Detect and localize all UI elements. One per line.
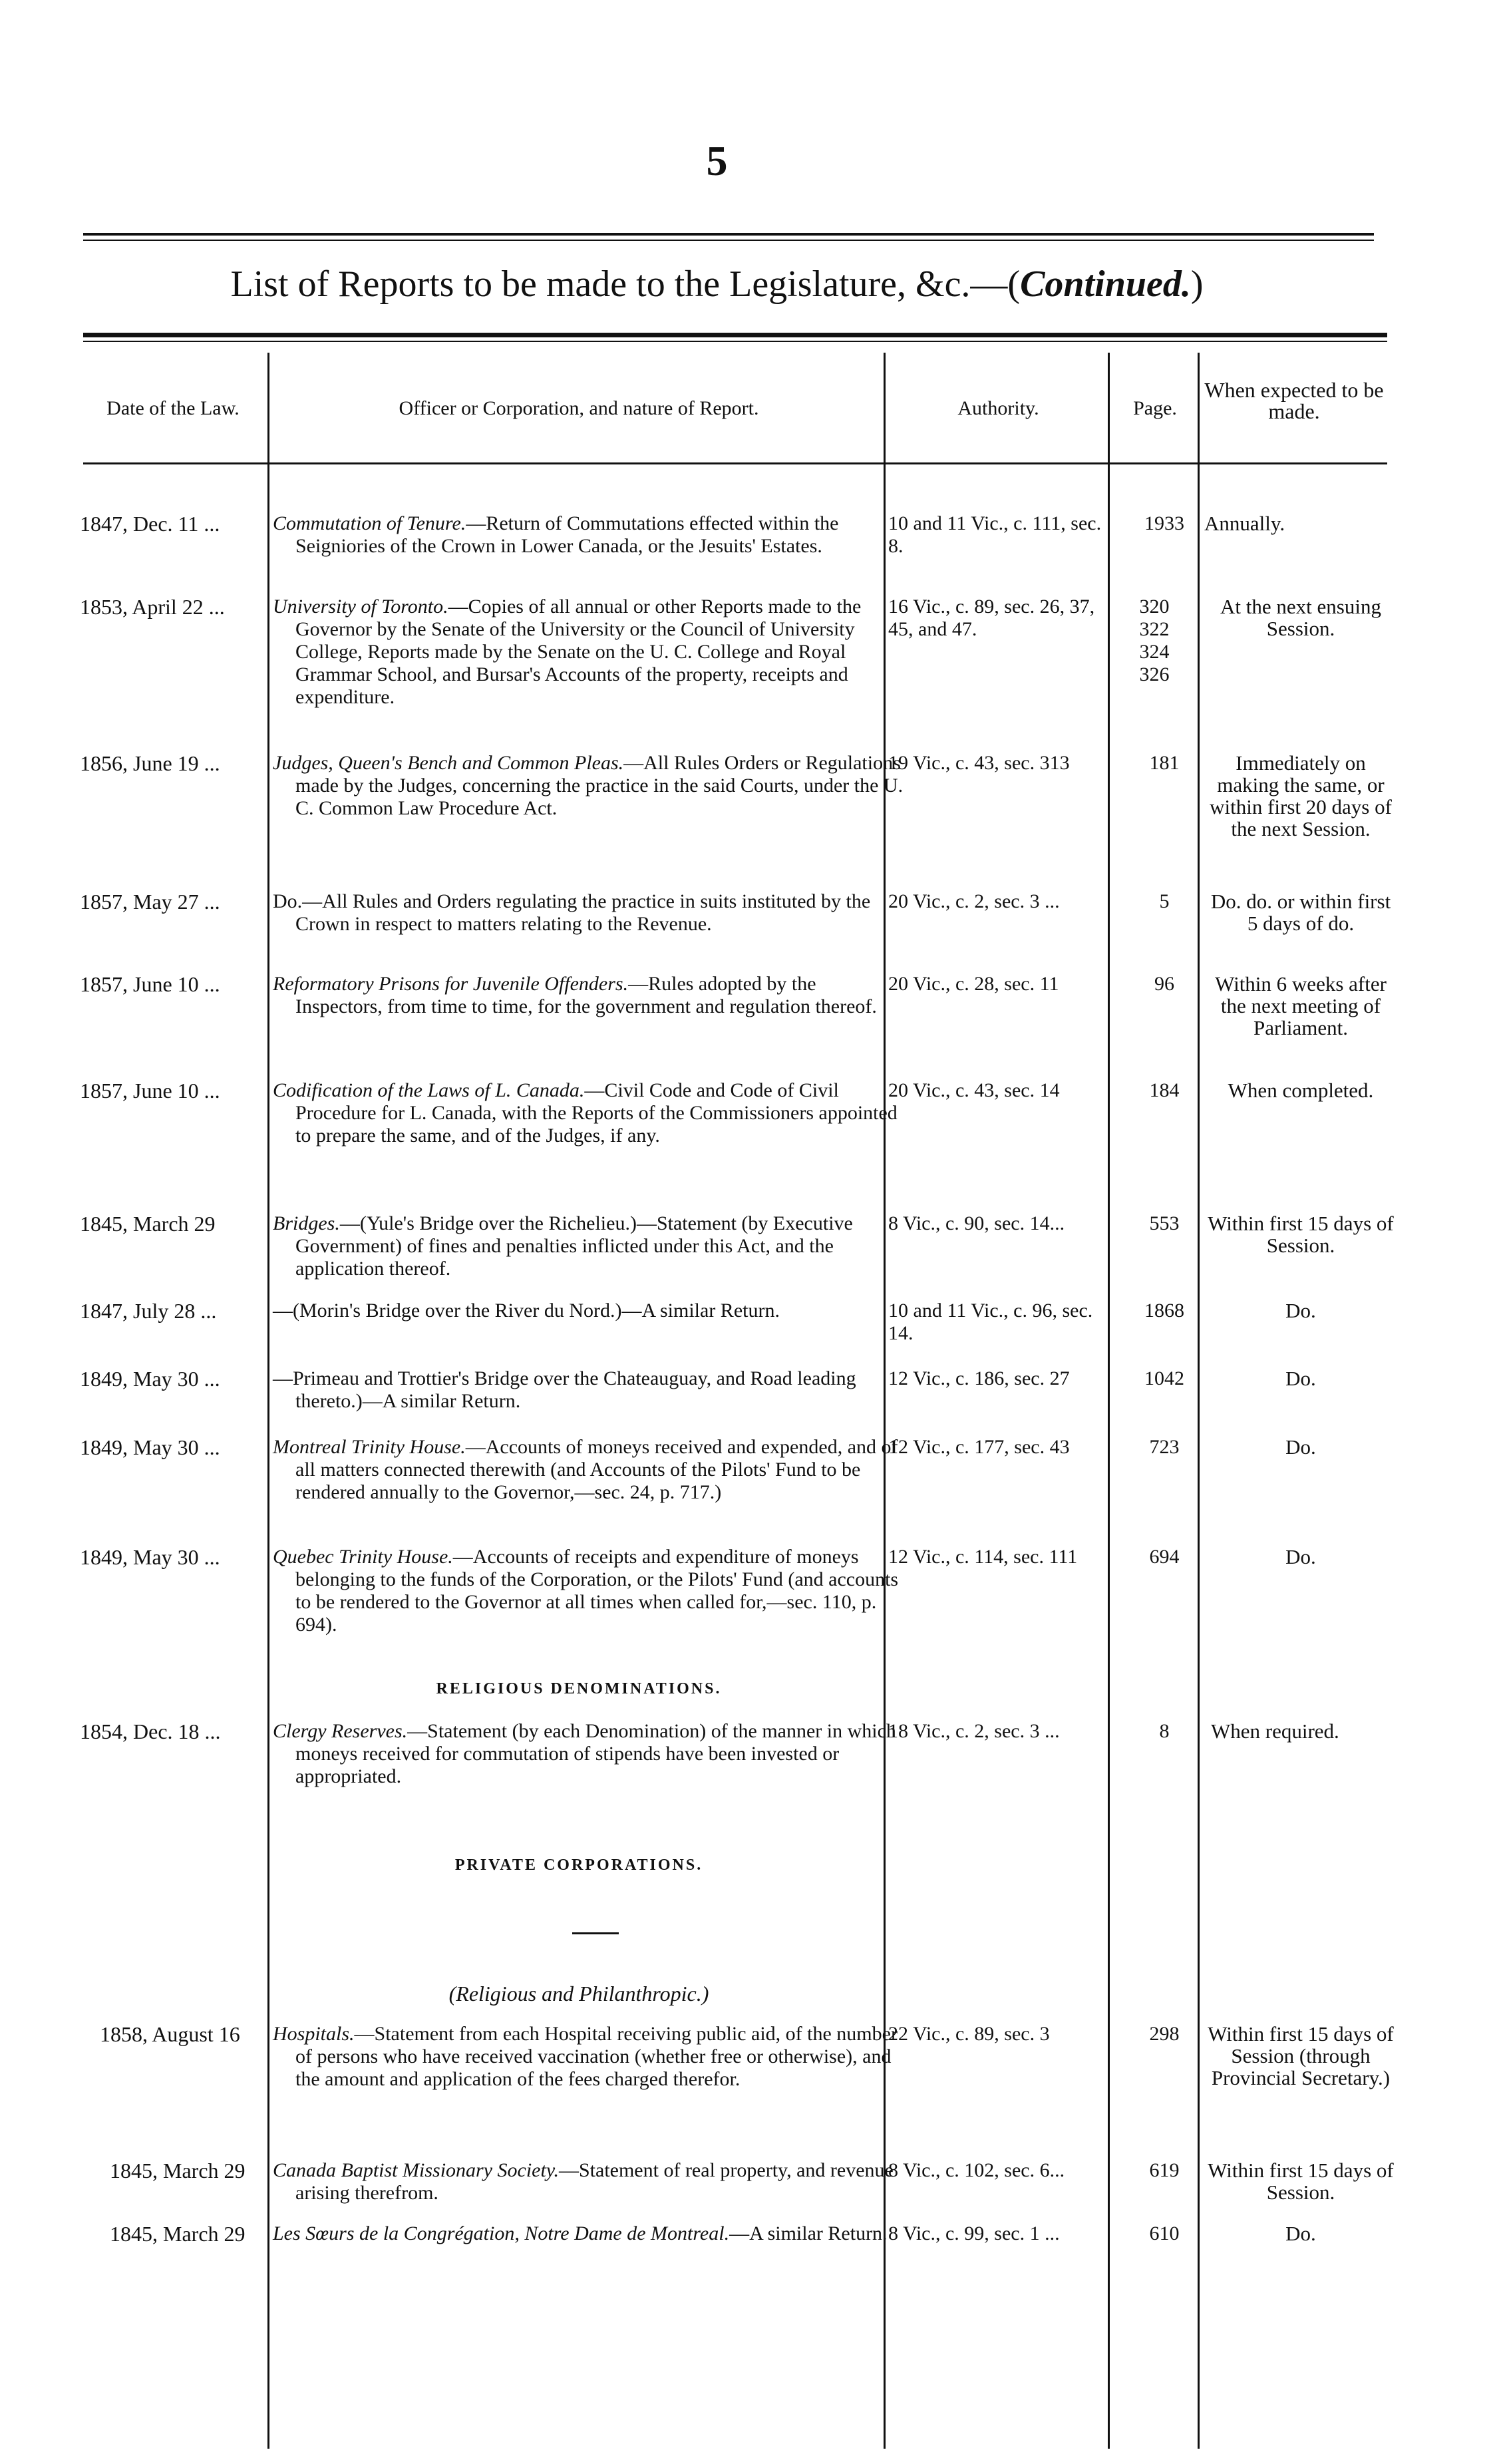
entry-date: 1849, May 30 ... xyxy=(80,1435,220,1459)
entry-text: —Return of Commutations effected within the Seigniories of the Crown in Lower Canada, or the Jesuits' Estates. xyxy=(295,512,839,557)
entry-authority: 8 Vic., c. 90, sec. 14... xyxy=(888,1212,1065,1234)
entry-lead: University of Toronto. xyxy=(273,596,448,617)
entry-text: —Accounts of moneys received and expended, and of all matters connected therewith (and Accounts of the Pilots' Fund to be rendered annually to the Governor,—sec. 24, p. 717.) xyxy=(295,1436,898,1503)
entry-page: 1042 xyxy=(1144,1367,1184,1389)
entry-authority: 8 Vic., c. 99, sec. 1 ... xyxy=(888,2222,1060,2244)
entry-page: 8 xyxy=(1159,1720,1170,1742)
entry-description xyxy=(273,2023,908,2091)
entry-description xyxy=(273,1367,908,1413)
entry-description xyxy=(273,1546,908,1636)
entry-text: —Statement from each Hospital receiving public aid, of the number of persons who have received vaccination (whether free or otherwise), and the amount and application of the fees charged therefor. xyxy=(295,2023,898,2090)
header-rule-top xyxy=(83,333,1387,337)
page-number: 5 xyxy=(706,137,728,184)
title-continued: Continued. xyxy=(1020,264,1191,305)
entry-page: 298 xyxy=(1149,2023,1180,2045)
entry-authority: 12 Vic., c. 177, sec. 43 xyxy=(888,1436,1070,1458)
header-authority: Authority. xyxy=(957,397,1039,419)
entry-text: —Copies of all annual or other Reports made to the Governor by the Senate of the University or the Council of University College, Reports made by the Senate on the U. C. College and Royal Grammar School, and Bursar's Accounts of the property, receipts and expenditure. xyxy=(295,596,862,708)
entry-date: 1857, June 10 ... xyxy=(80,972,220,996)
entry-description xyxy=(273,1212,908,1280)
entry-page: 320 322 324 326 xyxy=(1139,596,1170,685)
entry-lead: Bridges. xyxy=(273,1212,340,1234)
entry-lead: Judges, Queen's Bench and Common Pleas. xyxy=(273,752,624,774)
entry-when: At the next ensuing Session. xyxy=(1220,595,1381,640)
entry-description xyxy=(273,1300,908,1322)
header-rule-bottom xyxy=(83,462,1387,464)
entry-page: 553 xyxy=(1149,1212,1180,1234)
page-title xyxy=(0,263,1434,305)
entry-page: 5 xyxy=(1159,890,1170,912)
entry-date: 1854, Dec. 18 ... xyxy=(80,1719,221,1743)
title-close: ) xyxy=(1190,264,1204,305)
entry-when: Do. xyxy=(1285,1299,1316,1322)
entry-when: Within 6 weeks after the next meeting of Parliament. xyxy=(1215,972,1387,1039)
entry-when: Do. xyxy=(1285,1367,1316,1390)
entry-when: When required. xyxy=(1211,1719,1339,1743)
entry-description xyxy=(273,1079,908,1147)
entry-lead: Hospitals. xyxy=(273,2023,355,2045)
header-date: Date of the Law. xyxy=(106,397,240,419)
entry-text: —Primeau and Trottier's Bridge over the Chateauguay, and Road leading thereto.)—A similar Return. xyxy=(273,1367,856,1412)
header-officer: Officer or Corporation, and nature of Report. xyxy=(399,397,759,419)
entry-lead: Montreal Trinity House. xyxy=(273,1436,466,1458)
entry-lead: Canada Baptist Missionary Society. xyxy=(273,2159,559,2181)
entry-authority: 12 Vic., c. 186, sec. 27 xyxy=(888,1367,1070,1389)
entry-text: —A similar Return. xyxy=(729,2222,888,2244)
entry-text: —All Rules Orders or Regulations made by the Judges, concerning the practice in the said Courts, under the U. C. Common Law Procedure Act. xyxy=(295,752,904,819)
entry-date: 1845, March 29 xyxy=(80,1212,216,1236)
header-when: When expected to be made. xyxy=(1204,378,1384,423)
entry-date: 1847, Dec. 11 ... xyxy=(80,512,220,536)
column-divider-3 xyxy=(1108,353,1110,2449)
entry-description xyxy=(273,1720,908,1788)
entry-date: 1857, June 10 ... xyxy=(80,1079,220,1103)
entry-text: —Civil Code and Code of Civil Procedure for L. Canada, with the Reports of the Commissioners appointed to prepare the same, and of the Judges, if any. xyxy=(295,1079,898,1146)
entry-date: 1858, August 16 xyxy=(100,2022,240,2046)
entry-date: 1845, March 29 xyxy=(110,2159,246,2183)
entry-lead: Quebec Trinity House. xyxy=(273,1546,453,1568)
entry-authority: 19 Vic., c. 43, sec. 313 xyxy=(888,752,1070,774)
entry-authority: 10 and 11 Vic., c. 96, sec. 14. xyxy=(888,1300,1093,1344)
entry-when: Within first 15 days of Session. xyxy=(1208,2159,1394,2204)
entry-authority: 20 Vic., c. 43, sec. 14 xyxy=(888,1079,1060,1101)
entry-description xyxy=(273,973,908,1018)
entry-lead: Les Sœurs de la Congrégation, Notre Dame de Montreal. xyxy=(273,2222,730,2244)
top-rule-thin xyxy=(83,240,1374,241)
entry-page: 184 xyxy=(1149,1079,1180,1101)
entry-when: Annually. xyxy=(1204,512,1285,535)
entry-when: Within first 15 days of Session. xyxy=(1208,1212,1394,1257)
entry-when: Do. xyxy=(1285,1435,1316,1459)
entry-date: 1853, April 22 ... xyxy=(80,595,225,619)
entry-text: —Statement (by each Denomination) of the manner in which moneys received for commutation of stipends have been invested or appropriated. xyxy=(295,1720,896,1787)
entry-description xyxy=(273,890,908,936)
entry-date: 1857, May 27 ... xyxy=(80,890,220,914)
entry-lead: Reformatory Prisons for Juvenile Offenders. xyxy=(273,973,629,995)
entry-text: —Rules adopted by the Inspectors, from time to time, for the government and regulation thereof. xyxy=(295,973,877,1017)
entry-lead: Codification of the Laws of L. Canada. xyxy=(273,1079,585,1101)
entry-when: When completed. xyxy=(1228,1079,1374,1102)
entry-date: 1849, May 30 ... xyxy=(80,1367,220,1391)
entry-authority: 12 Vic., c. 114, sec. 111 xyxy=(888,1546,1078,1568)
entry-authority: 20 Vic., c. 2, sec. 3 ... xyxy=(888,890,1060,912)
entry-authority: 10 and 11 Vic., c. 111, sec. 8. xyxy=(888,512,1102,557)
entry-text: Do.—All Rules and Orders regulating the practice in suits instituted by the Crown in respect to matters relating to the Revenue. xyxy=(273,890,871,935)
entry-date: 1849, May 30 ... xyxy=(80,1545,220,1569)
entry-text: —(Morin's Bridge over the River du Nord.)—A similar Return. xyxy=(273,1300,780,1321)
section-religious-philanthropic: (Religious and Philanthropic.) xyxy=(448,1982,709,2006)
entry-description xyxy=(273,2222,908,2245)
entry-text: —(Yule's Bridge over the Richelieu.)—Statement (by Executive Government) of fines and penalties inflicted under this Act, and the application thereof. xyxy=(295,1212,853,1280)
entry-description xyxy=(273,2159,908,2204)
entry-text: —Accounts of receipts and expenditure of moneys belonging to the funds of the Corporation, or the Pilots' Fund (and accounts to be rendered to the Governor at all times when called for,—sec. 110, p. 694). xyxy=(295,1546,899,1636)
entry-when: Within first 15 days of Session (through Provincial Secretary.) xyxy=(1208,2022,1394,2089)
entry-date: 1845, March 29 xyxy=(110,2222,246,2246)
section-private-corporations: PRIVATE CORPORATIONS. xyxy=(454,1856,703,1874)
title-main: List of Reports to be made to the Legislature, &c.—( xyxy=(230,264,1021,305)
entry-description xyxy=(273,596,908,709)
entry-authority: 16 Vic., c. 89, sec. 26, 37, 45, and 47. xyxy=(888,596,1095,640)
entry-authority: 8 Vic., c. 102, sec. 6... xyxy=(888,2159,1065,2181)
entry-text: —Statement of real property, and revenue arising therefrom. xyxy=(295,2159,894,2204)
entry-page: 610 xyxy=(1149,2222,1180,2244)
entry-page: 723 xyxy=(1149,1436,1180,1458)
entry-page: 181 xyxy=(1149,752,1180,774)
entry-description xyxy=(273,512,908,558)
entry-when: Immediately on making the same, or within first 20 days of the next Session. xyxy=(1210,751,1392,840)
header-page: Page. xyxy=(1133,397,1177,419)
entry-lead: Clergy Reserves. xyxy=(273,1720,408,1742)
top-rule xyxy=(83,233,1374,236)
entry-authority: 22 Vic., c. 89, sec. 3 xyxy=(888,2023,1050,2045)
section-religious-denominations: RELIGIOUS DENOMINATIONS. xyxy=(436,1680,722,1697)
entry-date: 1856, June 19 ... xyxy=(80,751,220,775)
column-divider-1 xyxy=(267,353,269,2449)
entry-description xyxy=(273,1436,908,1504)
entry-authority: 20 Vic., c. 28, sec. 11 xyxy=(888,973,1059,995)
entry-description xyxy=(273,752,908,820)
entry-when: Do. xyxy=(1285,2222,1316,2245)
section-dash xyxy=(572,1932,619,1934)
entry-page: 694 xyxy=(1149,1546,1180,1568)
entry-lead: Commutation of Tenure. xyxy=(273,512,466,534)
entry-when: Do. xyxy=(1285,1545,1316,1568)
entry-date: 1847, July 28 ... xyxy=(80,1299,217,1323)
entry-authority: 18 Vic., c. 2, sec. 3 ... xyxy=(888,1720,1060,1742)
entry-page: 1933 xyxy=(1144,512,1184,534)
column-divider-4 xyxy=(1198,353,1200,2449)
header-rule-top-thin xyxy=(83,341,1387,342)
entry-when: Do. do. or within first 5 days of do. xyxy=(1210,890,1391,935)
entry-page: 1868 xyxy=(1144,1300,1184,1321)
entry-page: 96 xyxy=(1154,973,1174,995)
entry-page: 619 xyxy=(1149,2159,1180,2181)
